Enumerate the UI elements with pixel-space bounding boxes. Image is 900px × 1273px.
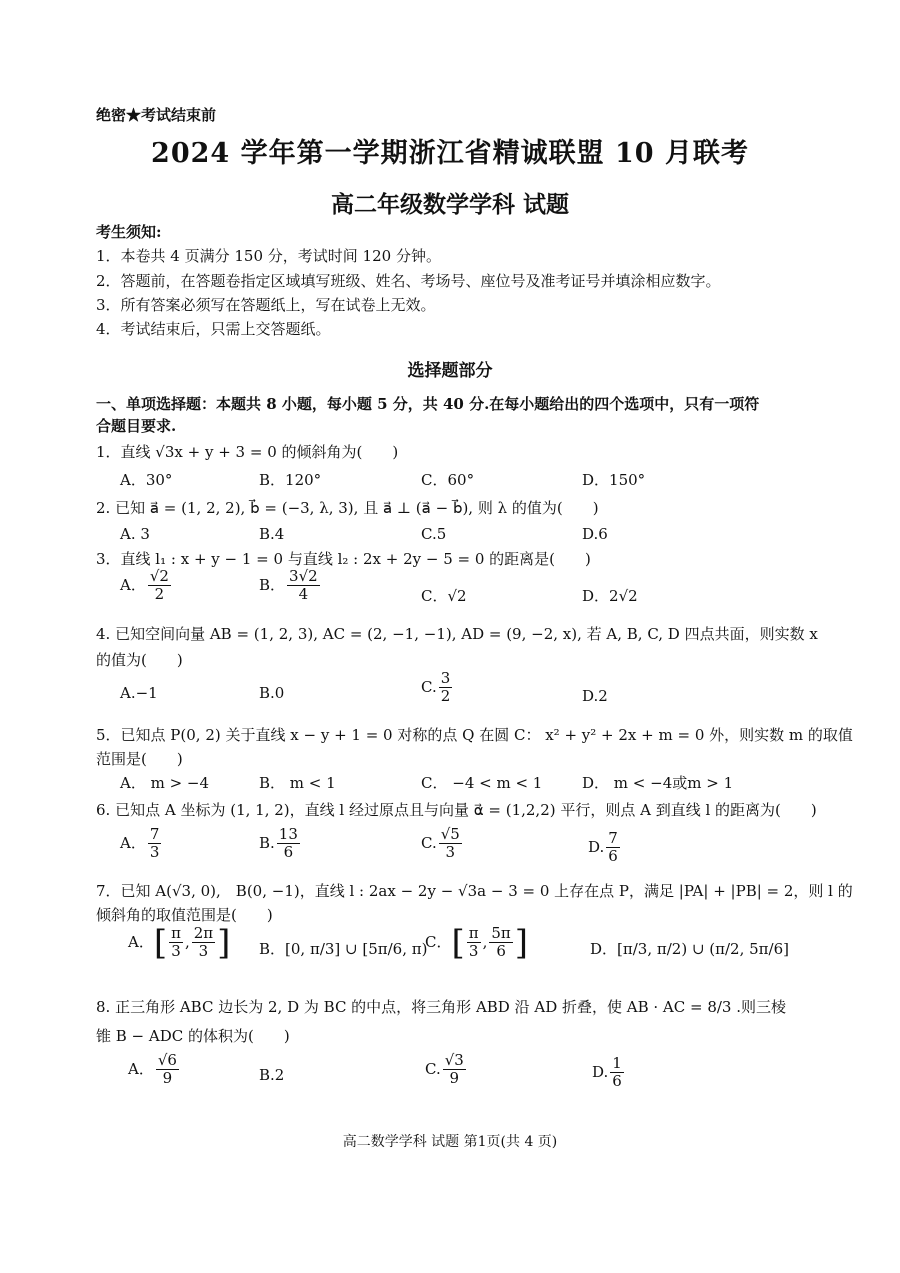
- q5-option-b: B． m < 1: [259, 774, 336, 792]
- q4-option-b: B.0: [259, 684, 285, 702]
- question-8-stem-cont: 锥 B − ADC 的体积为( ): [96, 1027, 290, 1045]
- q1-option-c: C．60°: [421, 471, 475, 489]
- q5-option-c: C． −4 < m < 1: [421, 774, 543, 792]
- question-5-stem: 5．已知点 P(0, 2) 关于直线 x − y + 1 = 0 对称的点 Q 在圆 C： x² + y² + 2x + m = 0 外，则实数 m 的取值: [96, 726, 853, 744]
- q8-option-d: D. $\frac{1}{6}$: [592, 1054, 622, 1091]
- q3-option-b: B． $\frac{3√2}{4}$: [259, 567, 318, 604]
- note-item: 3．所有答案必须写在答题纸上，写在试卷上无效。: [96, 296, 436, 314]
- section-intro: 一、单项选择题：本题共 8 小题，每小题 5 分，共 40 分.在每小题给出的四个选项中，只有一项符: [96, 395, 760, 413]
- q7-option-a: A．[ $\frac{\pi}{3}$ , $\frac{2\pi}{3}$ ]: [128, 922, 231, 963]
- q2-option-c: C.5: [421, 525, 447, 543]
- note-item: 4．考试结束后，只需上交答题纸。: [96, 320, 331, 338]
- q5-option-a: A． m > −4: [120, 774, 210, 792]
- q7-option-d: D．[π/3, π/2) ∪ (π/2, 5π/6]: [590, 940, 789, 958]
- q7-option-c: C．[ $\frac{\pi}{3}$ , $\frac{5\pi}{6}$ ]: [425, 922, 529, 963]
- section-intro: 合题目要求.: [96, 417, 177, 435]
- question-8-stem: 8. 正三角形 ABC 边长为 2, D 为 BC 的中点，将三角形 ABD 沿 AD 折叠，使 AB · AC = 8/3 .则三棱: [96, 998, 787, 1016]
- page-footer: 高二数学学科 试题 第1页(共 4 页): [342, 1134, 558, 1150]
- q4-option-d: D.2: [582, 687, 608, 705]
- confidential-label: 绝密★考试结束前: [96, 106, 217, 124]
- question-3-stem: 3．直线 l₁ : x + y − 1 = 0 与直线 l₂ : 2x + 2y − 5 = 0 的距离是( ): [96, 550, 591, 568]
- question-1-stem: 1．直线 √3x + y + 3 = 0 的倾斜角为( ): [96, 443, 399, 461]
- question-6-stem: 6. 已知点 A 坐标为 (1, 1, 2)，直线 l 经过原点且与向量 α⃗ = (1,2,2) 平行，则点 A 到直线 l 的距离为( ): [96, 801, 817, 819]
- q2-option-b: B.4: [259, 525, 285, 543]
- q1-option-d: D．150°: [582, 471, 646, 489]
- q5-option-d: D． m < −4或m > 1: [582, 774, 734, 792]
- q6-option-a: A． $\frac{7}{3}$: [120, 825, 160, 862]
- q3-option-c: C．√2: [421, 587, 467, 605]
- q1-option-a: A．30°: [120, 471, 173, 489]
- q8-option-b: B.2: [259, 1066, 285, 1084]
- q3-option-d: D．2√2: [582, 587, 638, 605]
- q6-option-b: B. $\frac{13}{6}$: [259, 825, 298, 862]
- notes-heading: 考生须知:: [96, 223, 162, 241]
- q1-option-b: B．120°: [259, 471, 322, 489]
- q8-option-a: A． $\frac{√6}{9}$: [128, 1051, 177, 1088]
- question-2-stem: 2. 已知 a⃗ = (1, 2, 2), b⃗ = (−3, λ, 3), 且 a⃗ ⊥ (a⃗ − b⃗), 则 λ 的值为( ): [96, 499, 599, 517]
- exam-title: 2024 学年第一学期浙江省精诚联盟 10 月联考: [151, 138, 749, 169]
- q6-option-d: D. $\frac{7}{6}$: [588, 829, 618, 866]
- q8-option-c: C. $\frac{√3}{9}$: [425, 1051, 464, 1088]
- q3-option-a: A． $\frac{√2}{2}$: [120, 567, 169, 604]
- q2-option-d: D.6: [582, 525, 608, 543]
- question-4-stem-cont: 的值为( ): [96, 651, 183, 669]
- question-5-stem-cont: 范围是( ): [96, 750, 183, 768]
- q2-option-a: A. 3: [120, 525, 150, 543]
- note-item: 1．本卷共 4 页满分 150 分，考试时间 120 分钟。: [96, 247, 441, 265]
- q4-option-c: C. $\frac{3}{2}$: [421, 669, 451, 706]
- section-title: 选择题部分: [407, 361, 493, 381]
- question-7-stem-cont: 倾斜角的取值范围是( ): [96, 906, 273, 924]
- q6-option-c: C. $\frac{√5}{3}$: [421, 825, 460, 862]
- q7-option-b: B．[0, π/3] ∪ [5π/6, π): [259, 940, 428, 958]
- question-4-stem: 4. 已知空间向量 AB = (1, 2, 3), AC = (2, −1, −1), AD = (9, −2, x), 若 A, B, C, D 四点共面，则实数 x: [96, 625, 818, 643]
- question-7-stem: 7．已知 A(√3, 0), B(0, −1)，直线 l : 2ax − 2y − √3a − 3 = 0 上存在点 P，满足 |PA| + |PB| = 2，则 l 的: [96, 882, 853, 900]
- q4-option-a: A.−1: [120, 684, 158, 702]
- note-item: 2．答题前，在答题卷指定区域填写班级、姓名、考场号、座位号及准考证号并填涂相应数字。: [96, 272, 721, 290]
- exam-subtitle: 高二年级数学学科 试题: [330, 191, 569, 218]
